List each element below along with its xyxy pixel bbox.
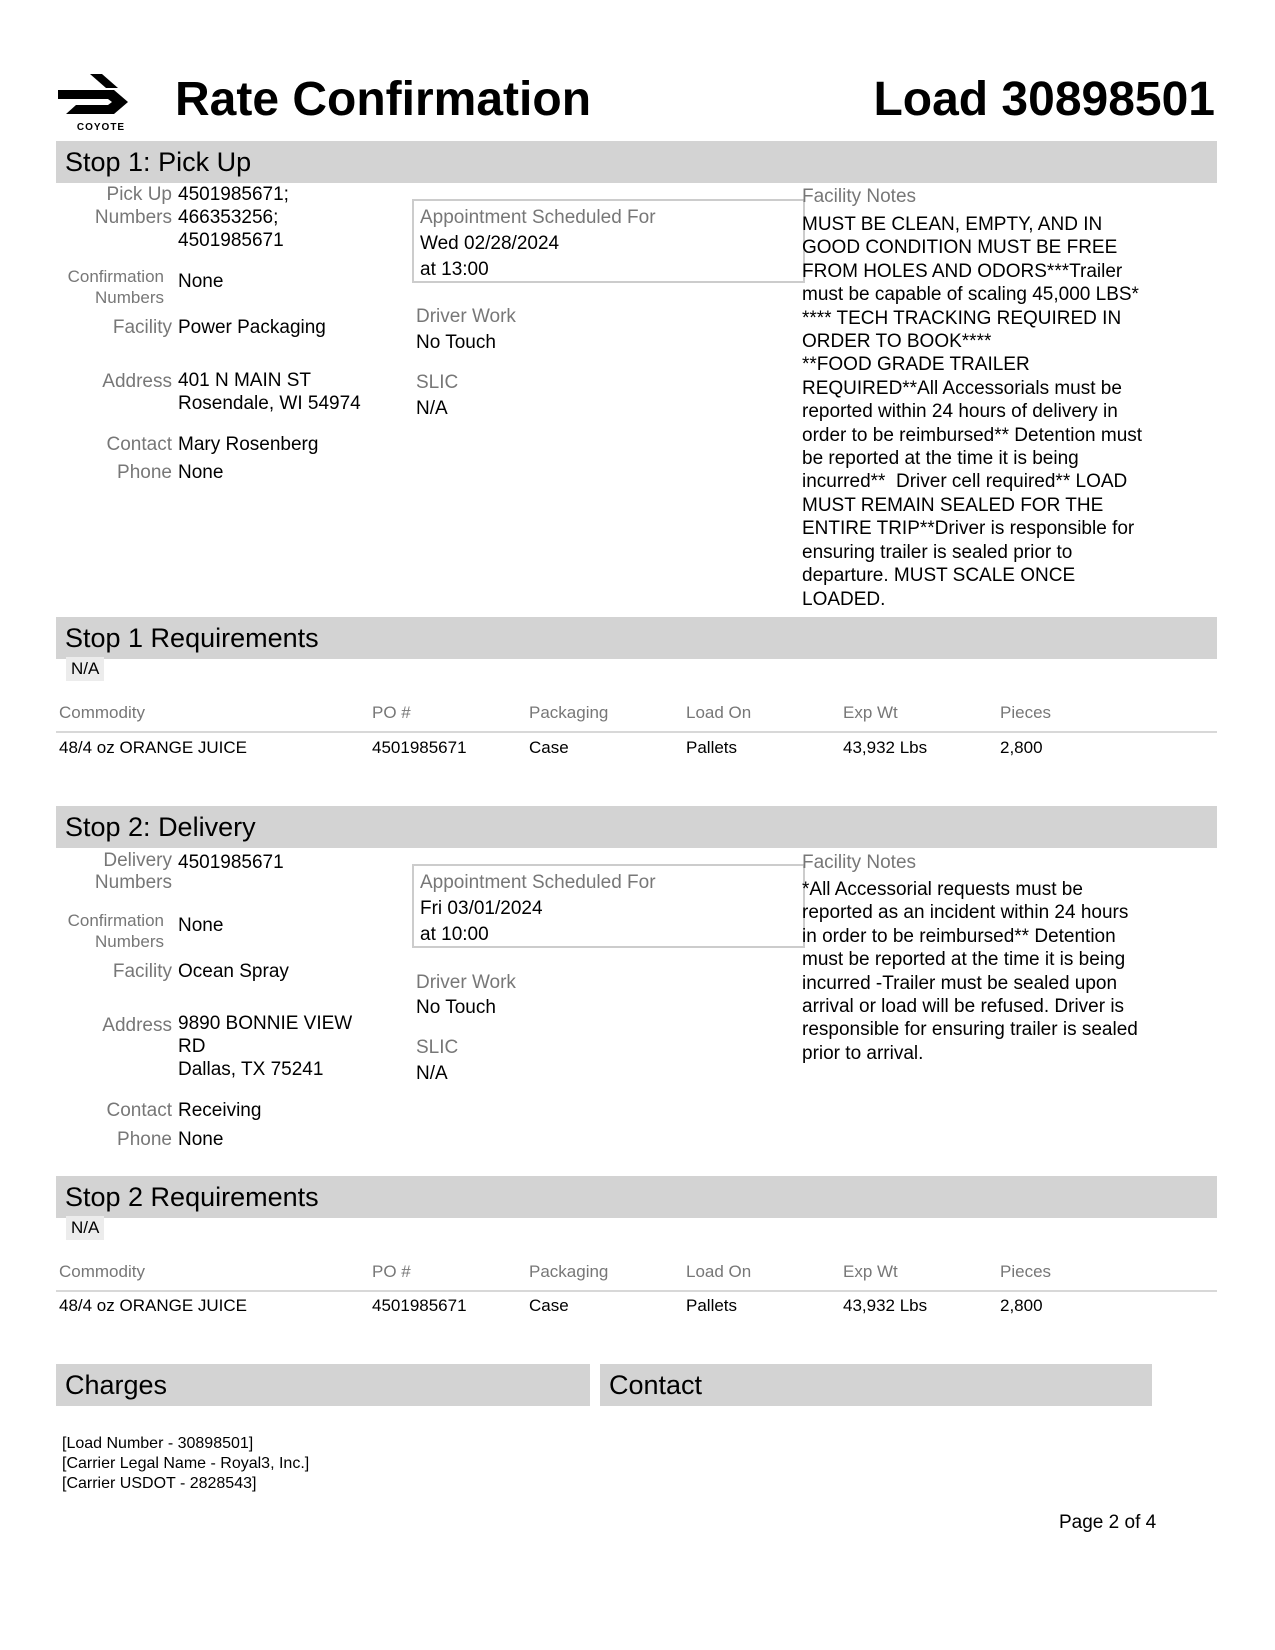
req2-header-po: PO # <box>372 1262 411 1281</box>
facility-note-line: prior to arrival. <box>802 1042 924 1064</box>
page-number: Page 2 of 4 <box>1059 1512 1157 1533</box>
facility-note-line: reported as an incident within 24 hours <box>802 902 1129 924</box>
stop1-phone-label: Phone <box>117 462 172 483</box>
req2-divider <box>56 1290 1217 1292</box>
req2-header-packaging: Packaging <box>529 1262 609 1281</box>
stop1-slic-label: SLIC <box>416 372 459 393</box>
req1-header-commodity: Commodity <box>59 703 145 722</box>
req2-cell-packaging: Case <box>529 1296 569 1315</box>
req2-header-commodity: Commodity <box>59 1262 145 1281</box>
stop2-address-line-2: RD <box>178 1036 206 1057</box>
stop1-facility-notes-label: Facility Notes <box>802 186 917 207</box>
req1-header-exp-wt: Exp Wt <box>843 703 898 722</box>
facility-note-line: arrival or load will be refused. Driver is <box>802 996 1125 1018</box>
req2-cell-pieces: 2,800 <box>1000 1296 1043 1315</box>
req1-divider <box>56 731 1217 733</box>
stop2-confirmation-value: None <box>178 915 224 936</box>
stop2-address-label: Address <box>102 1015 172 1036</box>
facility-note-line: order to be reimbursed** Detention must <box>802 424 1143 446</box>
facility-note-line: incurred -Trailer must be sealed upon <box>802 972 1118 994</box>
stop2-phone-value: None <box>178 1129 224 1150</box>
stop2-numbers-label-2: Numbers <box>94 872 172 893</box>
stop2-appointment-label: Appointment Scheduled For <box>420 872 656 893</box>
req2-cell-exp-wt: 43,932 Lbs <box>843 1296 928 1315</box>
stop2-slic-value: N/A <box>416 1063 448 1084</box>
stop1-facility-label: Facility <box>112 317 172 338</box>
stop1-number-1: 4501985671; <box>178 184 289 205</box>
facility-note-line: responsible for ensuring trailer is sealed <box>802 1019 1138 1041</box>
stop2-number-1: 4501985671 <box>178 852 284 873</box>
stop2-confirmation-label-1: Confirmation <box>67 911 164 930</box>
stop2-contact-label: Contact <box>106 1100 172 1121</box>
stop1-slic-value: N/A <box>416 398 448 419</box>
footer-load-number: [Load Number - 30898501] <box>62 1435 254 1452</box>
stop2-facility-notes <box>802 878 1167 1065</box>
facility-note-line: LOADED. <box>802 588 886 610</box>
facility-note-line: incurred** Driver cell required** LOAD <box>802 471 1128 493</box>
req1-header-pieces: Pieces <box>1000 703 1052 722</box>
facility-note-line: ensuring trailer is sealed prior to <box>802 541 1073 563</box>
charges-section-bar: Charges <box>56 1364 590 1406</box>
stop1-address-label: Address <box>102 371 172 392</box>
stop2-appointment-date: Fri 03/01/2024 <box>420 898 543 919</box>
stop1-confirmation-label-2: Numbers <box>95 288 164 307</box>
footer-carrier-name: [Carrier Legal Name - Royal3, Inc.] <box>62 1455 310 1472</box>
stop2-confirmation-label-2: Numbers <box>95 932 164 951</box>
req1-cell-load-on: Pallets <box>686 738 738 757</box>
stop1-appointment-time: at 13:00 <box>420 259 489 280</box>
stop1-numbers-label-2: Numbers <box>94 207 172 228</box>
stop2-address-line-1: 9890 BONNIE VIEW <box>178 1013 353 1034</box>
stop2-contact-value: Receiving <box>178 1100 262 1121</box>
req1-header-load-on: Load On <box>686 703 752 722</box>
facility-note-line: **FOOD GRADE TRAILER <box>802 354 1030 376</box>
facility-note-line: in order to be reimbursed** Detention <box>802 925 1116 947</box>
req1-header-packaging: Packaging <box>529 703 609 722</box>
stop1-driver-work-label: Driver Work <box>416 306 516 327</box>
req2-header-load-on: Load On <box>686 1262 752 1281</box>
req1-cell-exp-wt: 43,932 Lbs <box>843 738 928 757</box>
stop2-numbers-label-1: Delivery <box>103 850 172 871</box>
facility-note-line: MUST REMAIN SEALED FOR THE <box>802 494 1104 516</box>
stop1-confirmation-value: None <box>178 271 224 292</box>
stop2-section-bar: Stop 2: Delivery <box>56 806 1217 848</box>
req2-cell-po: 4501985671 <box>372 1296 467 1315</box>
stop2-driver-work-label: Driver Work <box>416 972 516 993</box>
stop2-phone-label: Phone <box>117 1129 172 1150</box>
facility-note-line: must be capable of scaling 45,000 LBS* <box>802 284 1139 306</box>
facility-note-line: reported within 24 hours of delivery in <box>802 401 1118 423</box>
stop2-requirements-bar: Stop 2 Requirements <box>56 1176 1217 1218</box>
facility-note-line: MUST BE CLEAN, EMPTY, AND IN <box>802 214 1103 235</box>
stop2-facility-notes-label: Facility Notes <box>802 852 917 873</box>
stop1-appointment-date: Wed 02/28/2024 <box>420 233 560 254</box>
facility-note-line: *All Accessorial requests must be <box>802 879 1083 900</box>
stop2-appointment-time: at 10:00 <box>420 924 489 945</box>
req1-cell-pieces: 2,800 <box>1000 738 1043 757</box>
stop1-confirmation-label-1: Confirmation <box>67 267 164 286</box>
stop1-number-3: 4501985671 <box>178 230 284 251</box>
stop2-facility-label: Facility <box>112 961 172 982</box>
stop1-facility-notes <box>802 213 1167 611</box>
stop1-contact-label: Contact <box>106 434 172 455</box>
logo-text: COYOTE <box>76 122 126 133</box>
req2-header-pieces: Pieces <box>1000 1262 1052 1281</box>
facility-note-line: ENTIRE TRIP**Driver is responsible for <box>802 518 1135 540</box>
facility-note-line: FROM HOLES AND ODORS***Trailer <box>802 260 1123 282</box>
req2-header-exp-wt: Exp Wt <box>843 1262 898 1281</box>
load-number-title: Load 30898501 <box>873 73 1215 126</box>
req1-cell-packaging: Case <box>529 738 569 757</box>
req1-header-po: PO # <box>372 703 411 722</box>
stop1-numbers-label-1: Pick Up <box>106 184 172 205</box>
stop1-requirements-bar: Stop 1 Requirements <box>56 617 1217 659</box>
stop1-number-2: 466353256; <box>178 207 279 228</box>
page-title: Rate Confirmation <box>175 73 592 126</box>
facility-note-line: be reported at the time it is being <box>802 448 1079 470</box>
facility-note-line: REQUIRED**All Accessorials must be <box>802 377 1122 399</box>
footer-carrier-usdot: [Carrier USDOT - 2828543] <box>62 1475 257 1492</box>
stop1-facility-value: Power Packaging <box>178 317 326 338</box>
stop1-contact-value: Mary Rosenberg <box>178 434 319 455</box>
stop1-phone-value: None <box>178 462 224 483</box>
facility-note-line: departure. MUST SCALE ONCE <box>802 565 1076 587</box>
req1-cell-commodity: 48/4 oz ORANGE JUICE <box>59 738 248 757</box>
stop2-appointment-box <box>412 864 805 948</box>
stop2-address-line-3: Dallas, TX 75241 <box>178 1059 324 1080</box>
stop1-driver-work-value: No Touch <box>416 332 496 353</box>
stop2-driver-work-value: No Touch <box>416 997 496 1018</box>
stop1-appointment-label: Appointment Scheduled For <box>420 207 656 228</box>
stop1-address-line-1: 401 N MAIN ST <box>178 370 312 391</box>
contact-section-bar: Contact <box>600 1364 1152 1406</box>
stop2-facility-value: Ocean Spray <box>178 961 289 982</box>
stop1-section-bar: Stop 1: Pick Up <box>56 141 1217 183</box>
stop2-requirements-badge: N/A <box>66 1216 104 1240</box>
req2-cell-commodity: 48/4 oz ORANGE JUICE <box>59 1296 248 1315</box>
facility-note-line: ORDER TO BOOK**** <box>802 331 992 353</box>
stop2-slic-label: SLIC <box>416 1037 459 1058</box>
req1-cell-po: 4501985671 <box>372 738 467 757</box>
facility-note-line: must be reported at the time it is being <box>802 949 1126 971</box>
stop1-requirements-badge: N/A <box>66 657 104 681</box>
facility-note-line: **** TECH TRACKING REQUIRED IN <box>802 307 1122 329</box>
facility-note-line: GOOD CONDITION MUST BE FREE <box>802 237 1118 259</box>
req2-cell-load-on: Pallets <box>686 1296 738 1315</box>
stop1-appointment-box <box>412 199 805 283</box>
stop1-address-line-2: Rosendale, WI 54974 <box>178 393 361 414</box>
